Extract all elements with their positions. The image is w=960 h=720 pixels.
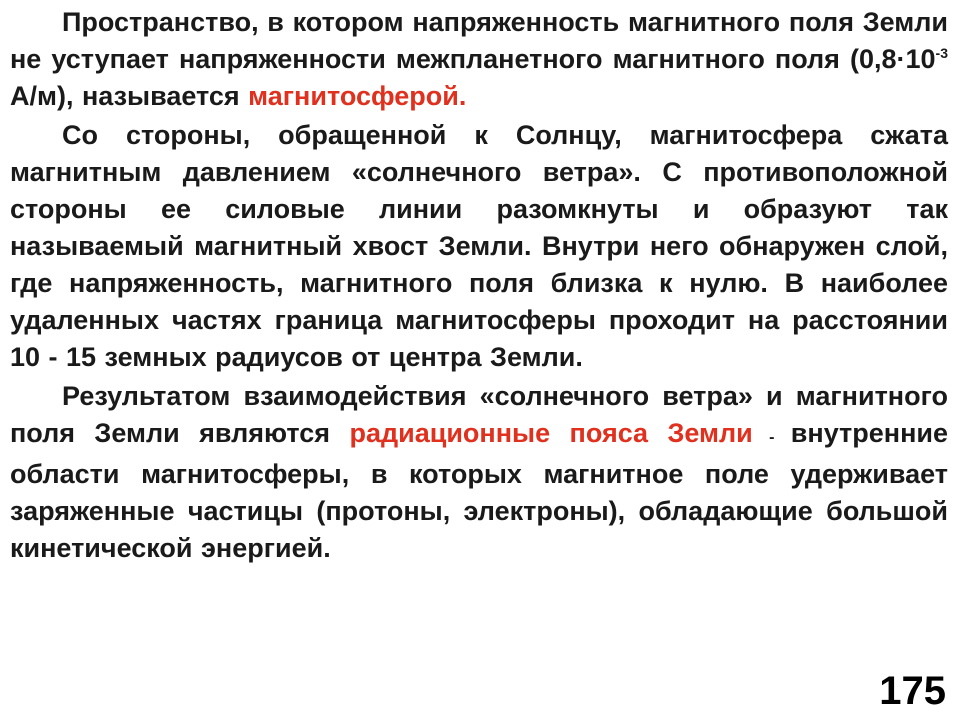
paragraph-2-text: Со стороны, обращенной к Солнцу, магнитосфера сжата магнитным давлением «солнечного ветра». С противоположной стороны ее силовые линии разомкнуты и образуют так называемый магнитный хвост Земли. Внутри него обнаружен слой, где напряженность, магнитного поля близка к нулю. В наиболее удаленных частях граница магнитосферы проходит на расстоянии 10 - 15 земных радиусов от центра Земли. [10,120,948,372]
paragraph-3-text-end: внутренние области магнитосферы, в которых магнитное поле удерживает заряженные частицы (протоны, электроны), обладающие большой кинетической энергией. [10,418,949,563]
term-radiation-belts: радиационные пояса Земли [349,418,753,448]
exponent: -3 [935,45,948,61]
paragraph-solar-wind [10,117,948,376]
paragraph-1-text-mid: А/м), называется [10,81,249,111]
term-magnetosphere: магнитосферой. [248,81,467,111]
slide-body [10,4,948,567]
page-number: 175 [879,669,946,713]
paragraph-radiation-belts [10,378,948,567]
dash-separator: - [752,429,791,446]
paragraph-3-text-start: Результатом взаимодействия «солнечного ветра» и магнитного поля Земли являются [10,381,948,448]
paragraph-magnetosphere-definition [10,4,948,115]
paragraph-1-text-start: Пространство, в котором напряженность магнитного поля Земли не уступает напряженности межпланетного магнитного поля (0,8·10 [10,7,948,74]
